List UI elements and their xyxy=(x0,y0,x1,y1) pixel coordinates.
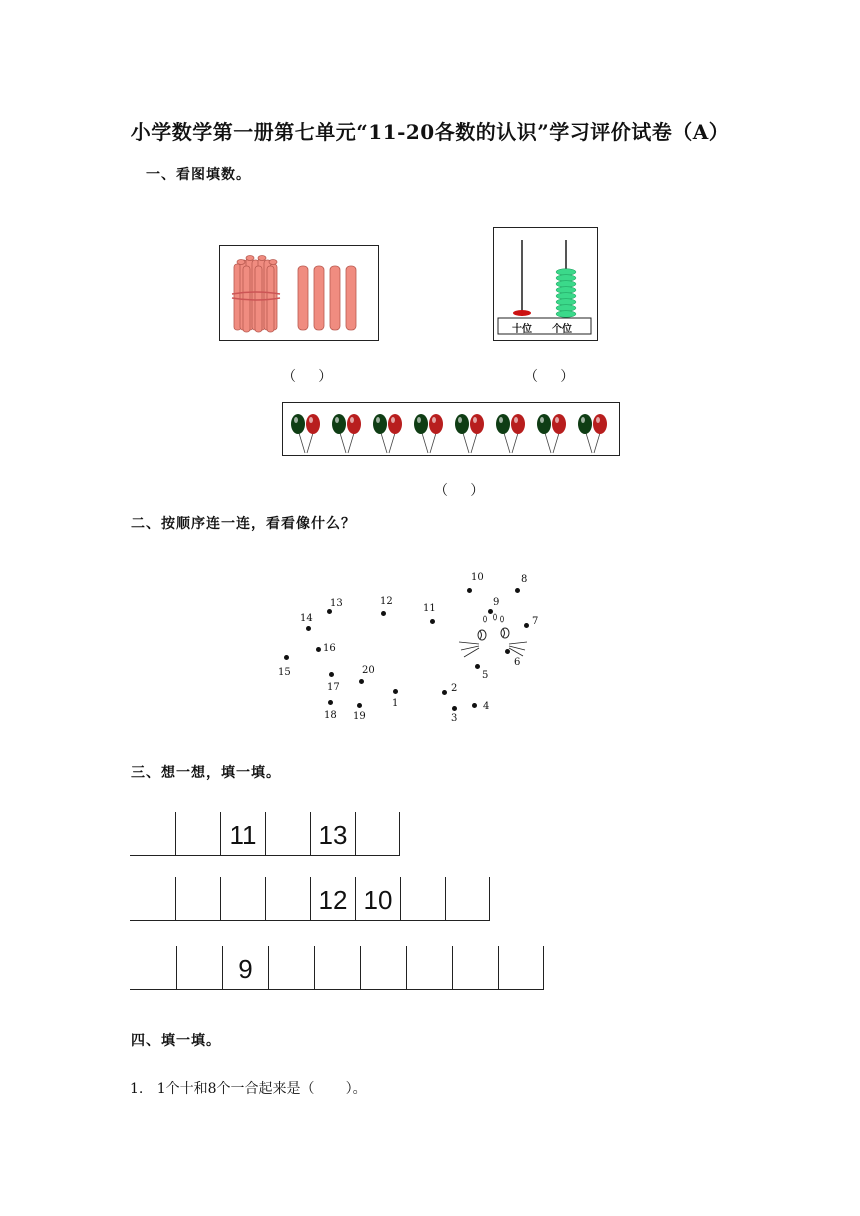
dot-label-18: 18 xyxy=(324,710,337,721)
sticks-picture xyxy=(219,245,379,341)
sequence-cell[interactable] xyxy=(445,877,490,921)
answer-blank-1[interactable]: （ ） xyxy=(282,369,333,385)
sequence-cell[interactable]: 12 xyxy=(310,877,355,921)
dot-4[interactable] xyxy=(472,703,477,708)
sequence-cell[interactable] xyxy=(406,946,452,990)
dot-10[interactable] xyxy=(467,588,472,593)
sequence-cell[interactable]: 10 xyxy=(355,877,400,921)
answer-blank-2[interactable]: （ ） xyxy=(524,369,575,385)
page-title: 小学数学第一册第七单元“11-20各数的认识”学习评价试卷（A） xyxy=(130,120,730,144)
sequence-cell[interactable] xyxy=(314,946,360,990)
dot-11[interactable] xyxy=(430,619,435,624)
sequence-cell[interactable] xyxy=(130,877,175,921)
dot-3[interactable] xyxy=(452,706,457,711)
dot-label-11: 11 xyxy=(423,603,436,614)
abacus-icon xyxy=(494,228,596,339)
sequence-cell[interactable]: 9 xyxy=(222,946,268,990)
number-sequence-row-3 xyxy=(130,946,544,990)
balloon-pairs-icon xyxy=(283,403,618,454)
sequence-cell[interactable] xyxy=(265,877,310,921)
dot-label-8: 8 xyxy=(521,574,528,585)
section3-heading: 三、想一想，填一填。 xyxy=(131,765,281,781)
dot-label-16: 16 xyxy=(323,643,336,654)
dot-label-12: 12 xyxy=(380,596,393,607)
sequence-cell[interactable] xyxy=(360,946,406,990)
dot-label-5: 5 xyxy=(482,670,489,681)
dot-17[interactable] xyxy=(329,672,334,677)
sequence-cell[interactable]: 11 xyxy=(220,812,265,856)
dot-label-4: 4 xyxy=(483,701,490,712)
sequence-cell[interactable] xyxy=(175,812,220,856)
sequence-cell[interactable] xyxy=(452,946,498,990)
question-1: 1. 1个十和8个一合起来是（ ）。 xyxy=(130,1081,367,1097)
dot-label-19: 19 xyxy=(353,711,366,722)
dot-12[interactable] xyxy=(381,611,386,616)
sequence-cell[interactable] xyxy=(265,812,310,856)
sequence-cell[interactable] xyxy=(176,946,222,990)
dot-7[interactable] xyxy=(524,623,529,628)
cat-face-icon xyxy=(455,600,535,670)
dot-label-10: 10 xyxy=(471,572,484,583)
sequence-cell[interactable] xyxy=(130,812,175,856)
dot-18[interactable] xyxy=(328,700,333,705)
dot-2[interactable] xyxy=(442,690,447,695)
dot-label-7: 7 xyxy=(532,616,539,627)
sequence-cell[interactable] xyxy=(268,946,314,990)
ones-label: 个位 xyxy=(552,324,572,335)
dot-label-14: 14 xyxy=(300,613,313,624)
sequence-cell[interactable] xyxy=(498,946,544,990)
bundled-sticks-icon xyxy=(220,246,377,339)
sequence-cell[interactable] xyxy=(400,877,445,921)
dot-label-13: 13 xyxy=(330,598,343,609)
dot-5[interactable] xyxy=(475,664,480,669)
sequence-cell[interactable] xyxy=(175,877,220,921)
dot-label-17: 17 xyxy=(327,682,340,693)
dot-20[interactable] xyxy=(359,679,364,684)
dot-label-2: 2 xyxy=(451,683,458,694)
dot-8[interactable] xyxy=(515,588,520,593)
section1-heading: 一、看图填数。 xyxy=(146,167,251,183)
dot-16[interactable] xyxy=(316,647,321,652)
section4-heading: 四、填一填。 xyxy=(131,1033,221,1049)
number-sequence-row-1 xyxy=(130,812,400,856)
dot-label-15: 15 xyxy=(278,667,291,678)
connect-dots-puzzle xyxy=(270,560,560,730)
dot-label-6: 6 xyxy=(514,657,521,668)
dot-14[interactable] xyxy=(306,626,311,631)
dot-6[interactable] xyxy=(505,649,510,654)
dot-label-1: 1 xyxy=(392,698,399,709)
dot-label-9: 9 xyxy=(493,597,500,608)
abacus-picture xyxy=(493,227,598,341)
dot-label-20: 20 xyxy=(362,665,375,676)
dot-9[interactable] xyxy=(488,609,493,614)
dot-1[interactable] xyxy=(393,689,398,694)
number-sequence-row-2 xyxy=(130,877,490,921)
sequence-cell[interactable] xyxy=(220,877,265,921)
balloons-picture xyxy=(282,402,620,456)
section2-heading: 二、按顺序连一连，看看像什么？ xyxy=(131,516,356,532)
dot-13[interactable] xyxy=(327,609,332,614)
sequence-cell[interactable] xyxy=(355,812,400,856)
dot-15[interactable] xyxy=(284,655,289,660)
dot-19[interactable] xyxy=(357,703,362,708)
tens-label: 十位 xyxy=(512,324,532,335)
dot-label-3: 3 xyxy=(451,713,458,724)
answer-blank-3[interactable]: （ ） xyxy=(434,483,485,499)
sequence-cell[interactable]: 13 xyxy=(310,812,355,856)
sequence-cell[interactable] xyxy=(130,946,176,990)
